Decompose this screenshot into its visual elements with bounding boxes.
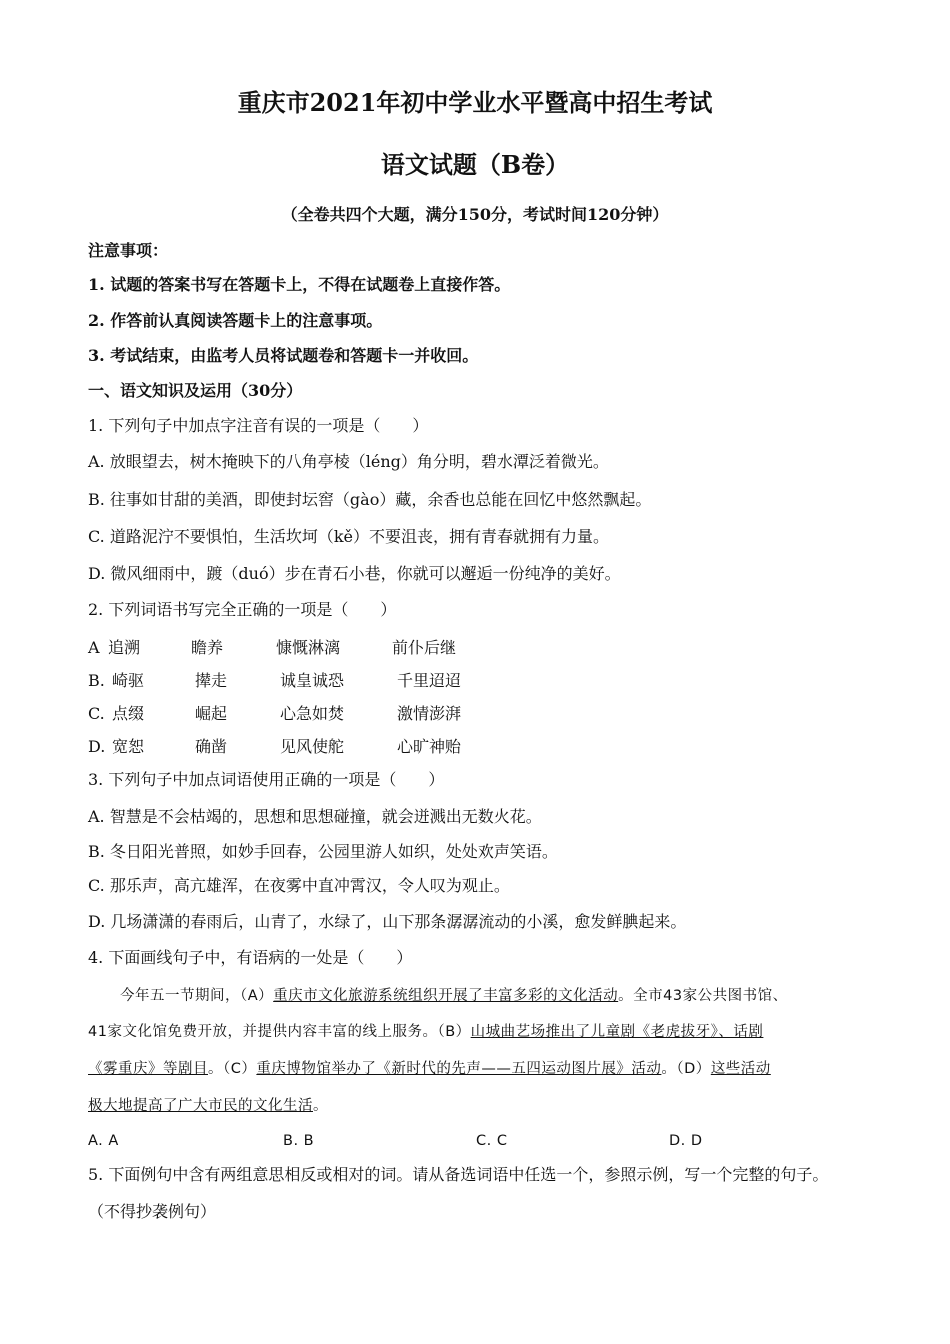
notice-item: 2. 作答前认真阅读答题卡上的注意事项。 [88,311,383,330]
option-letter: A [88,638,100,657]
word-cell: 确凿 [195,737,228,756]
passage-line [88,1096,328,1116]
notice-item: 1. 试题的答案书写在答题卡上，不得在试题卷上直接作答。 [88,275,511,294]
word-cell: 前仆后继 [392,638,457,657]
question-note: （不得抄袭例句） [88,1202,217,1221]
question-stem: 5. 下面例句中含有两组意思相反或相对的词。请从备选词语中任选一个，参照示例，写一个完整的句子。 [88,1165,829,1184]
option-letter: B. [88,671,105,690]
choice-d: D. D [669,1133,703,1149]
word-cell: 见风使舵 [280,737,345,756]
option-letter: C. [88,704,105,723]
word-cell: 崛起 [195,704,228,723]
option-d: D. 几场潇潇的春雨后，山青了，水绿了，山下那条潺潺流动的小溪，愈发鲜腆起来。 [88,912,687,931]
question-stem: 4. 下面画线句子中，有语病的一处是（ ） [88,948,413,967]
page-title: 重庆市2021年初中学业水平暨高中招生考试 [237,88,713,117]
passage-text: 今年五一节期间，（A） [120,988,274,1004]
passage-line [88,1022,763,1042]
option-b: B. 冬日阳光普照，如妙手回春，公园里游人如织，处处欢声笑语。 [88,842,558,861]
section-heading: 一、语文知识及运用（30分） [88,381,303,400]
passage-text: 。（D） [661,1061,711,1077]
notice-heading: 注意事项： [88,241,169,260]
choice-b: B. B [283,1133,315,1149]
underlined-sentence-b: 山城曲艺场推出了儿童剧《老虎拔牙》、话剧 [470,1024,764,1040]
word-cell: 撵走 [195,671,228,690]
word-cell: 点缀 [112,704,145,723]
word-cell: 激情澎湃 [397,704,462,723]
option-letter: D. [88,737,106,756]
word-cell: 宽恕 [112,737,145,756]
option-d: D. 微风细雨中，踱（duó）步在青石小巷，你就可以邂逅一份纯净的美好。 [88,564,621,583]
word-cell: 诚皇诚恐 [280,671,345,690]
underlined-sentence-a: 重庆市文化旅游系统组织开展了丰富多彩的文化活动 [273,988,619,1004]
option-a: A. 智慧是不会枯竭的，思想和思想碰撞，就会迸溅出无数火花。 [88,807,542,826]
word-cell: 心旷神贻 [397,737,462,756]
passage-text: 41家文化馆免费开放，并提供内容丰富的线上服务。（B） [88,1024,471,1040]
passage-text: 。 [313,1098,328,1114]
question-stem: 2. 下列词语书写完全正确的一项是（ ） [88,600,397,619]
underlined-sentence-d: 极大地提高了广大市民的文化生活 [88,1098,313,1114]
option-c: C. 那乐声，高亢雄浑，在夜雾中直冲霄汉，令人叹为观止。 [88,876,510,895]
passage-line [120,986,788,1006]
question-stem: 3. 下列句子中加点词语使用正确的一项是（ ） [88,770,445,789]
underlined-sentence-c: 重庆博物馆举办了《新时代的先声——五四运动图片展》活动 [256,1061,662,1077]
option-b: B. 往事如甘甜的美酒，即使封坛窖（gào）藏，余香也总能在回忆中悠然飘起。 [88,490,652,509]
notice-item: 3. 考试结束，由监考人员将试题卷和答题卡一并收回。 [88,346,479,365]
word-cell: 千里迢迢 [397,671,462,690]
option-a: A. 放眼望去，树木掩映下的八角亭棱（léng）角分明，碧水潭泛着微光。 [88,452,609,471]
word-cell: 瞻养 [191,638,224,657]
option-c: C. 道路泥泞不要惧怕，生活坎坷（kě）不要沮丧，拥有青春就拥有力量。 [88,527,610,546]
passage-text: 。（C） [208,1061,257,1077]
page-subtitle: 语文试题（B卷） [380,150,570,179]
word-cell: 崎驱 [112,671,145,690]
word-cell: 追溯 [108,638,141,657]
choice-a: A. A [88,1133,119,1149]
word-cell: 慷慨淋漓 [276,638,341,657]
passage-text: 。全市43家公共图书馆、 [618,988,788,1004]
choice-c: C. C [476,1133,508,1149]
underlined-sentence-d: 这些活动 [710,1061,771,1077]
word-cell: 心急如焚 [280,704,345,723]
passage-line [88,1059,771,1079]
underlined-sentence-b: 《雾重庆》等剧目 [88,1061,208,1077]
question-stem: 1. 下列句子中加点字注音有误的一项是（ ） [88,416,429,435]
exam-info: （全卷共四个大题，满分150分，考试时间120分钟） [281,205,669,224]
